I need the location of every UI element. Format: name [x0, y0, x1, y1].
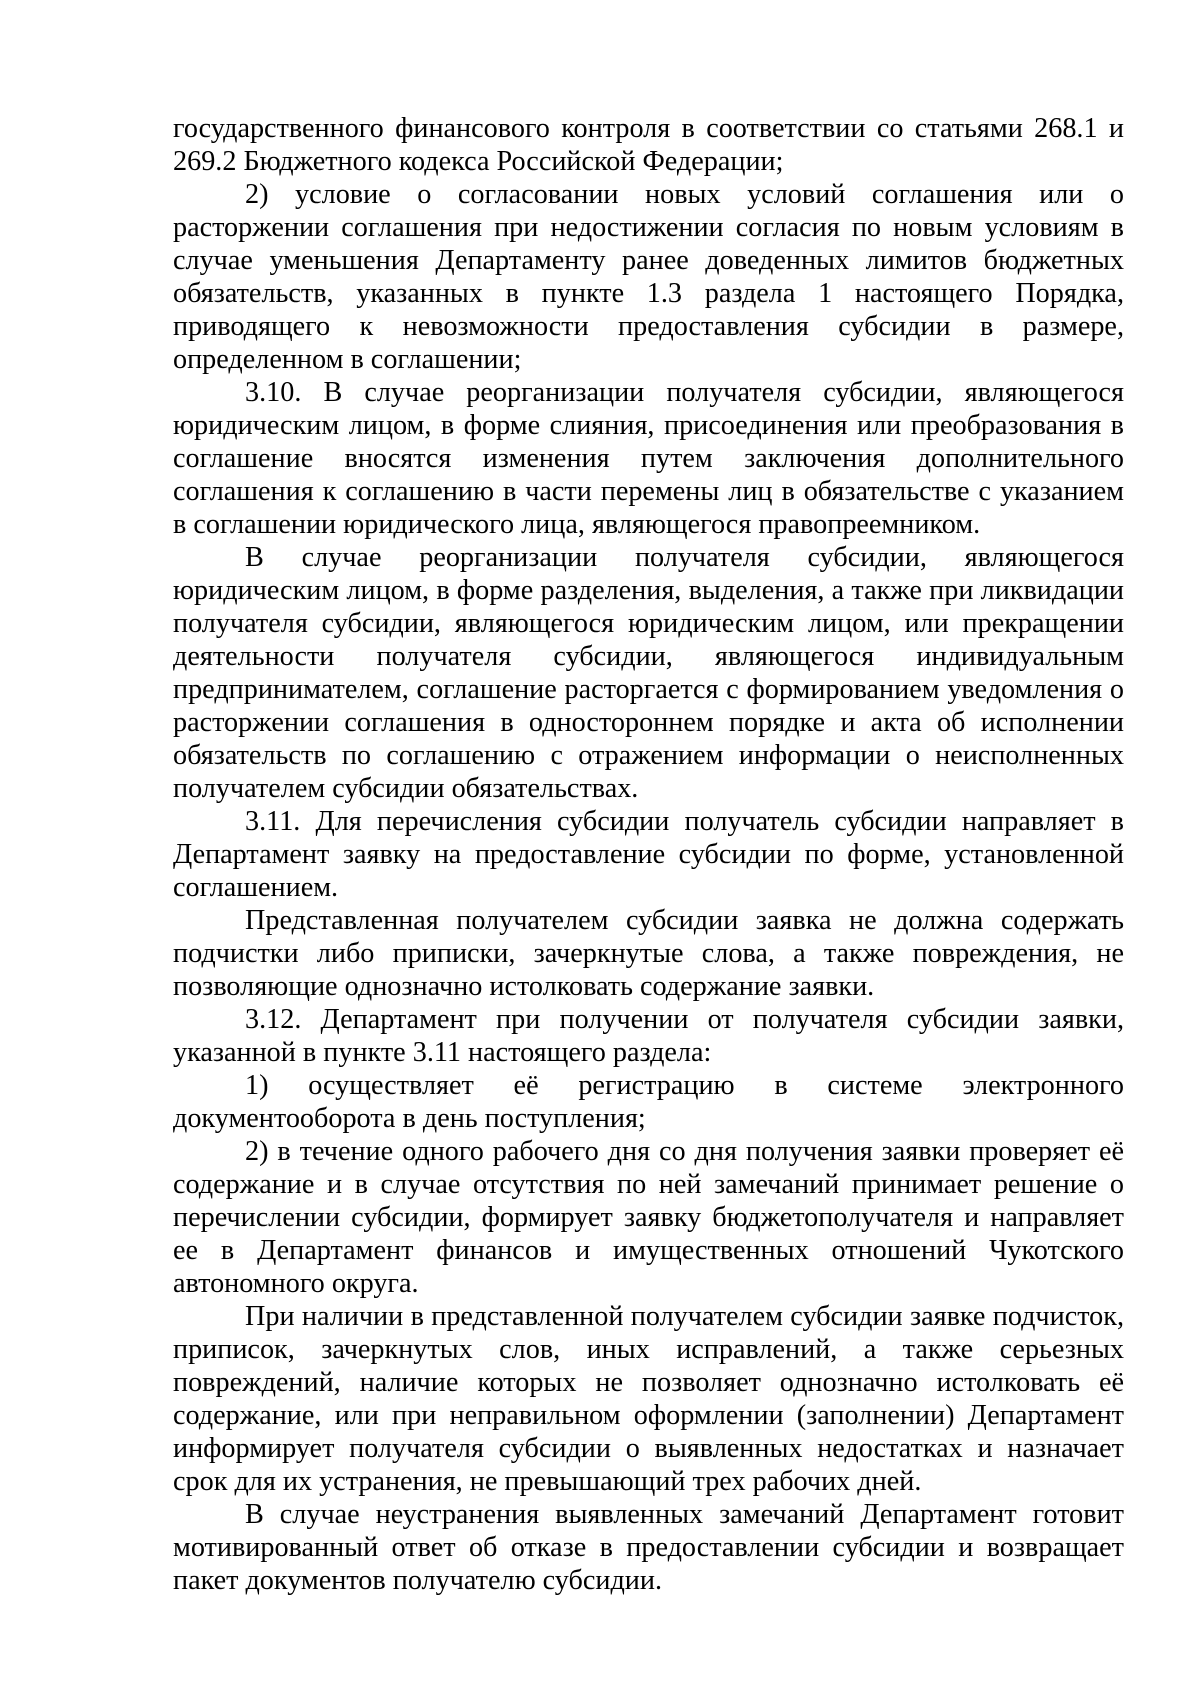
paragraph-item-2-condition: 2) условие о согласовании новых условий соглашения или о расторжении соглашения при недостижении согласия по новым условиям в случае уменьшения Департаменту ранее доведенных лимитов бюджетных обязательств, указанных в пункте 1.3 раздела 1 настоящего Порядка, приводящего к невозможности предоставления субсидии в размере, определенном в соглашении;	[173, 179, 1124, 375]
document-body	[173, 112, 1124, 1597]
paragraph-3-12: 3.12. Департамент при получении от получателя субсидии заявки, указанной в пункте 3.11 настоящего раздела:	[173, 1004, 1124, 1068]
paragraph-3-10: 3.10. В случае реорганизации получателя субсидии, являющегося юридическим лицом, в форме слияния, присоединения или преобразования в соглашение вносятся изменения путем заключения дополнительного соглашения к соглашению в части перемены лиц в обязательстве с указанием в соглашении юридического лица, являющегося правопреемником.	[173, 377, 1124, 540]
paragraph-refusal: В случае неустранения выявленных замечаний Департамент готовит мотивированный ответ об отказе в предоставлении субсидии и возвращает пакет документов получателю субсидии.	[173, 1499, 1124, 1596]
paragraph-item-2-review: 2) в течение одного рабочего дня со дня получения заявки проверяет её содержание и в случае отсутствия по ней замечаний принимает решение о перечислении субсидии, формирует заявку бюджетополучателя и направляет ее в Департамент финансов и имущественных отношений Чукотского автономного округа.	[173, 1136, 1124, 1299]
paragraph-reorganization: В случае реорганизации получателя субсидии, являющегося юридическим лицом, в форме разделения, выделения, а также при ликвидации получателя субсидии, являющегося юридическим лицом, или прекращении деятельности получателя субсидии, являющегося индивидуальным предпринимателем, соглашение расторгается с формированием уведомления о расторжении соглашения в одностороннем порядке и акта об исполнении обязательств по соглашению с отражением информации о неисполненных получателем субсидии обязательствах.	[173, 542, 1124, 804]
paragraph-defects: При наличии в представленной получателем субсидии заявке подчисток, приписок, зачеркнутых слов, иных исправлений, а также серьезных повреждений, наличие которых не позволяет однозначно истолковать её содержание, или при неправильном оформлении (заполнении) Департамент информирует получателя субсидии о выявленных недостатках и назначает срок для их устранения, не превышающий трех рабочих дней.	[173, 1301, 1124, 1497]
paragraph-3-11: 3.11. Для перечисления субсидии получатель субсидии направляет в Департамент заявку на предоставление субсидии по форме, установленной соглашением.	[173, 806, 1124, 903]
paragraph-continuation: государственного финансового контроля в соответствии со статьями 268.1 и 269.2 Бюджетного кодекса Российской Федерации;	[173, 113, 1124, 177]
paragraph-item-1-registration: 1) осуществляет её регистрацию в системе электронного документооборота в день поступления;	[173, 1070, 1124, 1134]
paragraph-application-requirements: Представленная получателем субсидии заявка не должна содержать подчистки либо приписки, зачеркнутые слова, а также повреждения, не позволяющие однозначно истолковать содержание заявки.	[173, 905, 1124, 1002]
